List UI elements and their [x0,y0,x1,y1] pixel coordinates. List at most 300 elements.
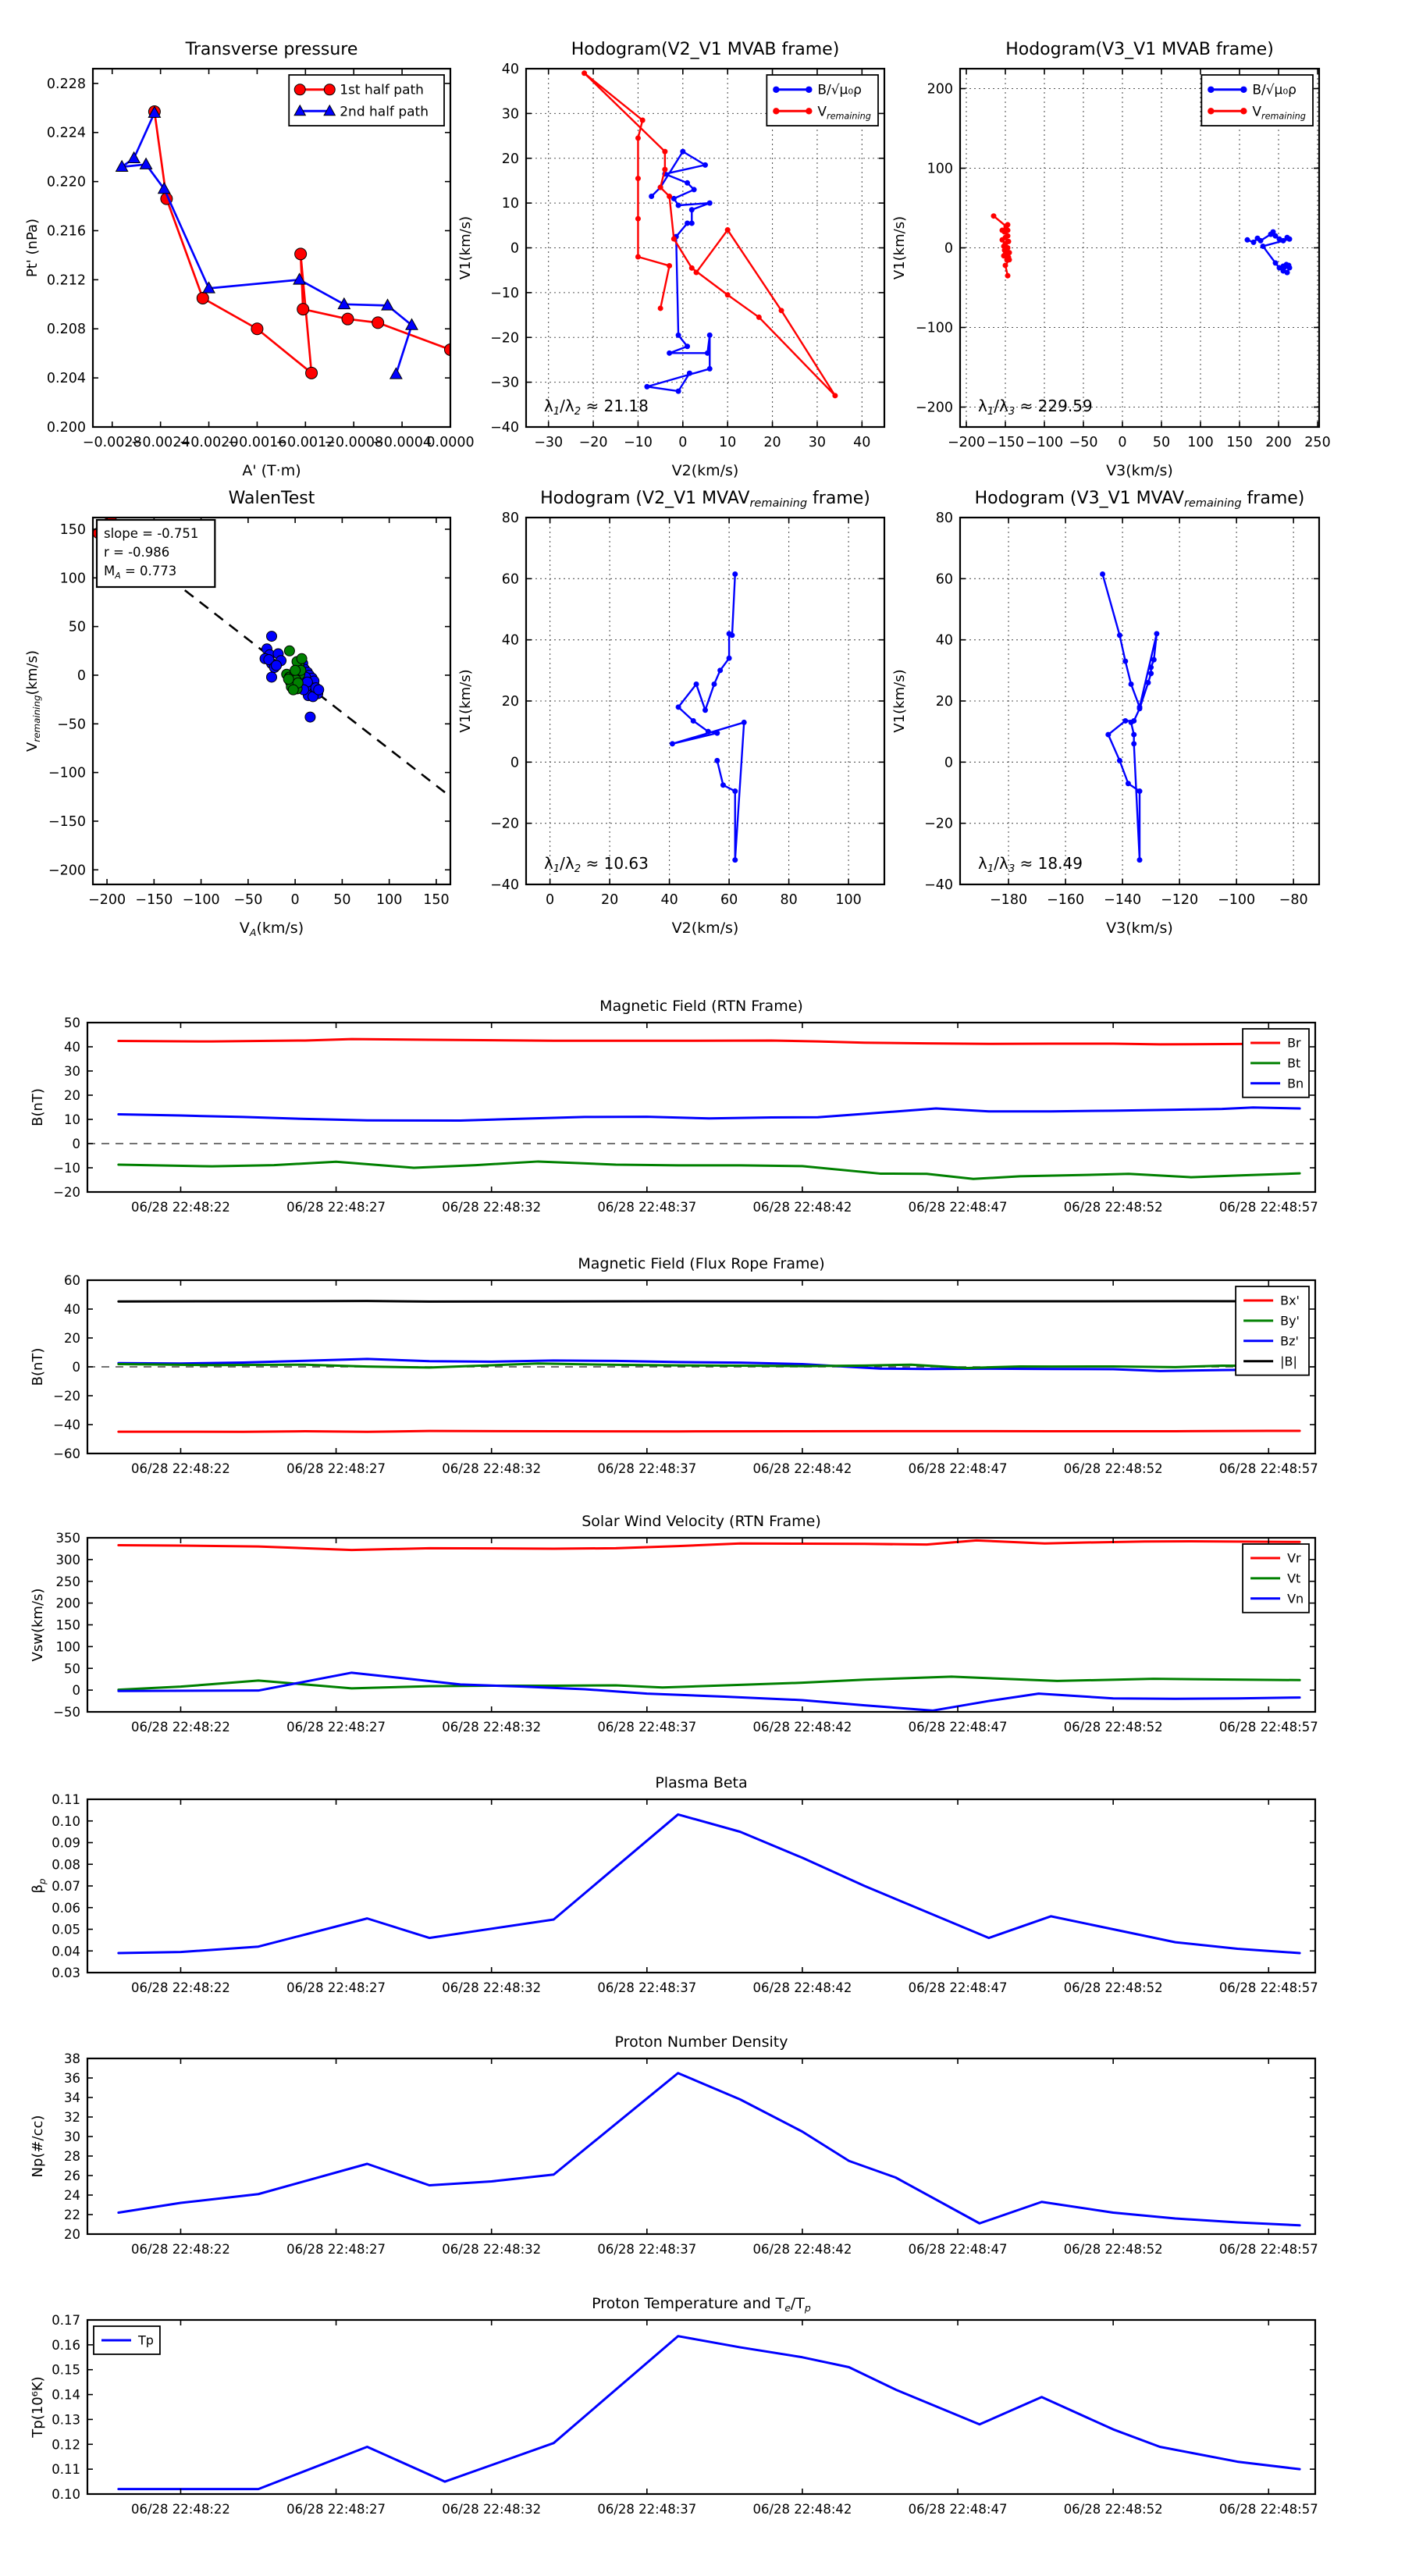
x-tick-label: 06/28 22:48:57 [1218,1720,1318,1735]
x-tick-label: 06/28 22:48:42 [752,1720,852,1735]
y-tick-label: 30 [501,106,519,123]
y-tick-label: 28 [64,2149,80,2164]
x-tick-label: 06/28 22:48:57 [1218,2502,1318,2517]
y-axis-label: B(nT) [30,1347,46,1386]
y-tick-label: 36 [64,2071,80,2086]
y-tick-label: 0.05 [52,1922,80,1937]
legend-label: |B| [1280,1354,1297,1369]
x-tick-label: 06/28 22:48:57 [1218,1461,1318,1476]
y-tick-label: 50 [68,619,86,635]
y-tick-label: 200 [927,81,953,98]
y-axis [47,76,450,436]
x-axis [131,1799,1318,1995]
y-tick-label: 20 [64,2227,80,2242]
legend [94,2326,160,2354]
legend-label: 1st half path [340,82,424,98]
y-tick-label: −100 [48,765,86,781]
y-tick-label: 0 [72,1360,80,1375]
x-tick-label: 06/28 22:48:47 [908,1461,1008,1476]
chart-title: Plasma Beta [655,1774,748,1791]
series-group [991,213,1293,279]
chart-vsw-rtn [30,1513,1318,1735]
y-tick-label: 0.204 [46,371,86,387]
x-tick-label: 30 [808,435,827,450]
y-tick-label: 10 [501,196,519,212]
x-tick-label: 06/28 22:48:32 [442,2242,542,2257]
y-tick-label: 0.11 [52,2462,80,2478]
x-tick-label: 06/28 22:48:22 [131,1980,230,1995]
y-tick-label: 100 [59,571,86,587]
x-tick-label: 06/28 22:48:47 [908,1720,1008,1735]
chart-hodogram-v2v1-mvab [457,40,884,479]
x-tick-label: −50 [1069,435,1098,450]
y-tick-label: −20 [490,816,519,832]
y-tick-label: 300 [55,1552,80,1567]
y-tick-label: 0 [76,667,86,684]
chart-b-rtn [30,998,1318,1215]
chart-title: Hodogram (V3_V1 MVAVremaining frame) [974,489,1305,510]
x-tick-label: 06/28 22:48:57 [1218,2242,1318,2257]
y-tick-label: 0.10 [52,1813,80,1829]
x-tick-label: 06/28 22:48:57 [1218,1200,1318,1215]
eigenvalue-annotation: $\lambda_1/\lambda_3 \approx 18.49$ [978,854,1083,875]
chart-title: Solar Wind Velocity (RTN Frame) [582,1513,821,1530]
x-tick-label: 06/28 22:48:27 [286,2242,386,2257]
x-tick-label: −0.0012 [276,435,336,450]
x-tick-label: −100 [182,892,220,908]
plot-area-border [87,1023,1315,1192]
legend-label: By' [1280,1313,1300,1329]
x-tick-label: 06/28 22:48:22 [131,2242,230,2257]
y-axis [924,511,1319,893]
x-axis [131,2320,1318,2517]
y-tick-label: −150 [48,813,86,830]
x-tick-label: 06/28 22:48:52 [1063,1720,1163,1735]
x-tick-label: −200 [947,435,986,450]
y-tick-label: 0.13 [52,2412,80,2428]
x-tick-label: 40 [853,435,871,450]
y-tick-label: 0.228 [46,76,86,92]
x-tick-label: 06/28 22:48:42 [752,2502,852,2517]
chart-title: Magnetic Field (RTN Frame) [599,998,803,1015]
x-tick-label: 50 [1152,435,1171,450]
x-tick-label: 06/28 22:48:37 [597,2242,697,2257]
series-B-over-sqrt-mu0rho [1100,571,1159,863]
y-axis-label: Pt' (nPa) [24,218,41,278]
y-tick-label: 20 [935,694,953,710]
series-group [119,1540,1300,1710]
y-axis [52,1792,1315,1980]
x-tick-label: 0 [290,892,300,908]
x-tick-label: 06/28 22:48:27 [286,1461,386,1476]
x-tick-label: −50 [233,892,263,908]
chart-hodogram-v2v1-mvav [457,489,884,937]
y-tick-label: 250 [55,1574,80,1589]
x-tick-label: 80 [780,892,798,908]
y-tick-label: −10 [53,1161,80,1176]
y-tick-label: 60 [64,1273,80,1288]
series-B-over-sqrt-mu0rho [670,571,747,863]
x-tick-label: 20 [600,892,619,908]
legend-label: $V_{remaining}$ [817,104,871,122]
chart-proton-temp [30,2295,1318,2517]
x-tick-label: 06/28 22:48:32 [442,1200,542,1215]
chart-hodogram-v3v1-mvab [891,40,1331,479]
x-tick-label: 06/28 22:48:32 [442,1980,542,1995]
y-tick-label: −50 [57,717,86,733]
x-tick-label: −0.0008 [324,435,384,450]
y-tick-label: 0.220 [46,174,86,190]
series-1st-half-path [148,106,456,379]
y-tick-label: 20 [501,694,519,710]
y-tick-label: −20 [490,330,519,347]
y-tick-label: −200 [48,863,86,879]
legend-label: Vn [1287,1591,1304,1606]
legend-label: Bx' [1280,1293,1300,1308]
x-tick-label: 06/28 22:48:47 [908,1980,1008,1995]
y-tick-label: 60 [501,571,519,588]
legend-label: Bn [1287,1076,1304,1091]
chart-title: Transverse pressure [185,40,358,59]
x-axis-label: V3(km/s) [1106,462,1173,479]
legend-label: 2nd half path [340,104,429,120]
series-Bt [119,1162,1300,1179]
x-tick-label: 06/28 22:48:52 [1063,1461,1163,1476]
y-tick-label: 0.09 [52,1835,80,1851]
legend-label: Bz' [1280,1333,1299,1349]
x-axis [543,518,862,908]
x-tick-label: 06/28 22:48:37 [597,1461,697,1476]
y-tick-label: 0.03 [52,1966,80,1980]
eigenvalue-annotation: $\lambda_1/\lambda_3 \approx 229.59$ [978,397,1093,418]
x-tick-label: 06/28 22:48:22 [131,1200,230,1215]
y-tick-label: −40 [490,877,519,893]
eigenvalue-annotation: $\lambda_1/\lambda_2 \approx 21.18$ [543,397,649,418]
x-tick-label: −0.0004 [372,435,432,450]
y-tick-label: 0 [944,755,953,771]
x-tick-label: 06/28 22:48:47 [908,2502,1008,2517]
legend-label: $V_{remaining}$ [1252,104,1306,122]
series-group [119,1814,1300,1953]
x-tick-label: 20 [763,435,781,450]
chart-title: WalenTest [228,489,315,508]
x-tick-label: −100 [1025,435,1064,450]
series-V-remaining [991,213,1012,279]
y-tick-label: 0 [72,1137,80,1151]
x-axis-label: V3(km/s) [1106,920,1173,937]
x-tick-label: 0 [1118,435,1127,450]
y-tick-label: 0 [510,240,519,257]
legend [289,75,444,126]
series-group [116,106,457,379]
y-tick-label: −20 [53,1389,80,1404]
y-tick-label: −40 [490,420,519,436]
y-axis [52,2313,1315,2502]
y-tick-label: 0 [510,755,519,771]
series-Tp [119,2336,1300,2489]
y-tick-label: 10 [64,1112,80,1127]
x-tick-label: −20 [578,435,608,450]
y-axis-label: V1(km/s) [457,669,474,733]
x-tick-label: 06/28 22:48:27 [286,1980,386,1995]
y-axis-label: Tp(10⁶K) [30,2376,46,2438]
y-tick-label: 0.06 [52,1900,80,1916]
x-axis [131,1280,1318,1476]
y-tick-label: 34 [64,2090,80,2105]
y-tick-label: 0.11 [52,1792,80,1807]
series-group [670,571,747,863]
x-tick-label: 100 [835,892,862,908]
x-tick-label: −200 [88,892,126,908]
legend-label: Vr [1287,1550,1301,1566]
x-tick-label: 0.0000 [426,435,475,450]
y-tick-label: 0.216 [46,223,86,240]
y-tick-label: 0 [72,1683,80,1699]
y-tick-label: 0.208 [46,322,86,338]
x-tick-label: 06/28 22:48:27 [286,1720,386,1735]
x-tick-label: −150 [135,892,173,908]
x-tick-label: −160 [1047,892,1085,908]
series-group [1100,571,1159,863]
x-tick-label: 06/28 22:48:32 [442,2502,542,2517]
fit-stats-line: $M_A = 0.773$ [104,564,177,582]
x-tick-label: −0.0024 [130,435,190,450]
legend [1201,75,1313,126]
x-tick-label: 06/28 22:48:47 [908,1200,1008,1215]
x-tick-label: 06/28 22:48:32 [442,1461,542,1476]
x-tick-label: −80 [1279,892,1308,908]
y-tick-label: −40 [924,877,953,893]
x-tick-label: −140 [1104,892,1142,908]
x-tick-label: −100 [1218,892,1256,908]
x-tick-label: 06/28 22:48:47 [908,2242,1008,2257]
y-tick-label: 40 [64,1302,80,1317]
legend-label: Tp [138,2332,154,2348]
x-tick-label: 06/28 22:48:52 [1063,2242,1163,2257]
y-tick-label: 32 [64,2110,80,2125]
series-Vr [119,1540,1300,1550]
x-axis-label: A' (T·m) [242,462,301,479]
x-tick-label: 200 [1265,435,1292,450]
x-tick-label: 100 [375,892,403,908]
y-tick-label: −100 [915,320,953,336]
x-tick-label: 06/28 22:48:37 [597,1200,697,1215]
legend [767,75,878,126]
y-tick-label: 80 [935,511,953,526]
chart-title: Magnetic Field (Flux Rope Frame) [578,1255,825,1272]
y-tick-label: 350 [55,1531,80,1546]
x-tick-label: 150 [423,892,450,908]
x-axis-label: V2(km/s) [671,920,739,937]
y-axis-label: V1(km/s) [891,215,908,280]
y-tick-label: 0.224 [46,125,86,141]
y-axis-label: Np(#/cc) [30,2115,46,2178]
x-tick-label: 06/28 22:48:37 [597,1720,697,1735]
eigenvalue-annotation: $\lambda_1/\lambda_2 \approx 10.63$ [543,854,649,875]
chart-walen-test [24,489,450,938]
x-tick-label: 0 [546,892,555,908]
y-axis-label: B(nT) [30,1088,46,1126]
chart-title: Hodogram(V2_V1 MVAB frame) [571,40,840,59]
x-axis [990,518,1308,908]
y-tick-label: 0.212 [46,272,86,289]
x-axis-label: V2(km/s) [671,462,739,479]
y-tick-label: −40 [53,1418,80,1432]
x-tick-label: 06/28 22:48:42 [752,1461,852,1476]
x-tick-label: 06/28 22:48:42 [752,1980,852,1995]
x-tick-label: 150 [1226,435,1253,450]
fit-stats-line: slope = -0.751 [104,526,199,542]
x-axis [131,1538,1318,1735]
x-tick-label: 10 [719,435,737,450]
chart-plasma-beta [30,1774,1318,1995]
series-Np [119,2073,1300,2226]
y-tick-label: −50 [53,1705,80,1720]
y-tick-label: 40 [501,632,519,649]
chart-b-fluxrope [30,1255,1318,1476]
x-tick-label: 06/28 22:48:27 [286,1200,386,1215]
y-tick-label: 200 [55,1596,80,1611]
y-tick-label: 26 [64,2169,80,2183]
series-group [119,1301,1300,1432]
y-tick-label: 50 [64,1661,80,1677]
legend [1243,1544,1309,1613]
x-tick-label: −0.0028 [82,435,142,450]
x-tick-label: −0.0016 [227,435,287,450]
x-tick-label: 06/28 22:48:27 [286,2502,386,2517]
legend [1236,1286,1309,1375]
x-tick-label: 06/28 22:48:42 [752,2242,852,2257]
y-tick-label: 0.04 [52,1944,80,1959]
x-tick-label: 40 [660,892,678,908]
grid [526,518,884,884]
x-tick-label: 50 [333,892,351,908]
x-tick-label: 06/28 22:48:42 [752,1200,852,1215]
y-tick-label: 0.10 [52,2487,80,2502]
x-axis-label: $V_A(km/s)$ [239,920,304,938]
chart-hodogram-v3v1-mvav [891,489,1319,937]
plot-area-border [87,1799,1315,1973]
y-tick-label: −20 [53,1185,80,1200]
x-tick-label: 06/28 22:48:22 [131,2502,230,2517]
fit-stats-line: r = -0.986 [104,545,170,560]
y-tick-label: 40 [935,632,953,649]
y-tick-label: 30 [64,2129,80,2144]
x-tick-label: 06/28 22:48:52 [1063,1980,1163,1995]
series-B-over-sqrt-mu0rho [644,149,712,394]
x-tick-label: −10 [623,435,653,450]
plot-area-border [87,2058,1315,2234]
chart-title: Proton Number Density [614,2033,788,2051]
y-axis-label: V1(km/s) [891,669,908,733]
chart-transverse-pressure [24,40,475,479]
y-tick-label: −60 [53,1446,80,1461]
x-tick-label: −0.0020 [179,435,239,450]
series-beta-p [119,1814,1300,1953]
y-tick-label: 0.15 [52,2362,80,2378]
y-tick-label: 20 [64,1331,80,1346]
chart-title: Proton Temperature and $T_e/T_p$ [592,2295,811,2314]
plot-area-border [87,2320,1315,2494]
fit-stats-box [97,520,215,587]
x-tick-label: 06/28 22:48:37 [597,1980,697,1995]
series-group [119,2073,1300,2226]
y-tick-label: 0.12 [52,2437,80,2453]
x-tick-label: −150 [986,435,1025,450]
x-tick-label: 0 [678,435,688,450]
y-tick-label: 24 [64,2188,80,2203]
y-axis [490,511,884,893]
x-tick-label: 06/28 22:48:52 [1063,1200,1163,1215]
x-tick-label: 06/28 22:48:52 [1063,2502,1163,2517]
series-Bx-prime [119,1431,1300,1432]
x-tick-label: 06/28 22:48:22 [131,1461,230,1476]
series-Bn [119,1108,1300,1121]
x-tick-label: 250 [1304,435,1331,450]
y-tick-label: 80 [501,511,519,526]
chart-title: Hodogram(V3_V1 MVAB frame) [1005,40,1274,59]
y-tick-label: 0.17 [52,2313,80,2328]
series-group [119,2336,1300,2489]
legend-label: Br [1287,1035,1301,1051]
y-tick-label: −200 [915,400,953,416]
x-tick-label: −180 [990,892,1028,908]
y-axis [916,82,1319,416]
y-tick-label: 0.200 [46,420,86,436]
y-tick-label: 0 [944,240,953,257]
legend [1243,1029,1309,1098]
y-tick-label: 50 [64,1016,80,1030]
legend-label: B/√μ₀ρ [1252,82,1297,98]
chart-proton-density [30,2033,1318,2257]
y-tick-label: 20 [64,1088,80,1103]
y-tick-label: 40 [64,1040,80,1055]
x-tick-label: 06/28 22:48:32 [442,1720,542,1735]
y-tick-label: 150 [55,1617,80,1633]
x-tick-label: 06/28 22:48:57 [1218,1980,1318,1995]
y-tick-label: 100 [927,161,953,177]
y-axis-label: V1(km/s) [457,215,474,280]
x-tick-label: −30 [534,435,564,450]
y-tick-label: 60 [935,571,953,588]
y-tick-label: 150 [59,521,86,538]
x-tick-label: 06/28 22:48:37 [597,2502,697,2517]
y-tick-label: 40 [501,62,519,77]
series-B-over-sqrt-mu0rho [1245,229,1293,276]
y-tick-label: 0.07 [52,1879,80,1894]
x-tick-label: 60 [720,892,738,908]
y-tick-label: 100 [55,1639,80,1655]
series-Br [119,1039,1300,1044]
y-tick-label: −10 [490,285,519,301]
legend-label: Bt [1287,1055,1301,1071]
x-tick-label: 100 [1187,435,1214,450]
y-tick-label: 0.08 [52,1857,80,1873]
chart-title: Hodogram (V2_V1 MVAVremaining frame) [540,489,870,510]
series-B-magnitude [119,1301,1300,1302]
y-tick-label: 0.14 [52,2387,80,2403]
y-axis-label: $V_{remaining}(km/s)$ [24,649,42,753]
y-tick-label: −20 [924,816,953,832]
y-tick-label: 0.16 [52,2337,80,2353]
y-tick-label: 20 [501,151,519,167]
legend-label: B/√μ₀ρ [817,82,862,98]
y-tick-label: 30 [64,1064,80,1079]
x-axis [131,2058,1318,2257]
x-tick-label: −120 [1161,892,1199,908]
series-group [119,1039,1300,1179]
y-tick-label: 22 [64,2208,80,2222]
